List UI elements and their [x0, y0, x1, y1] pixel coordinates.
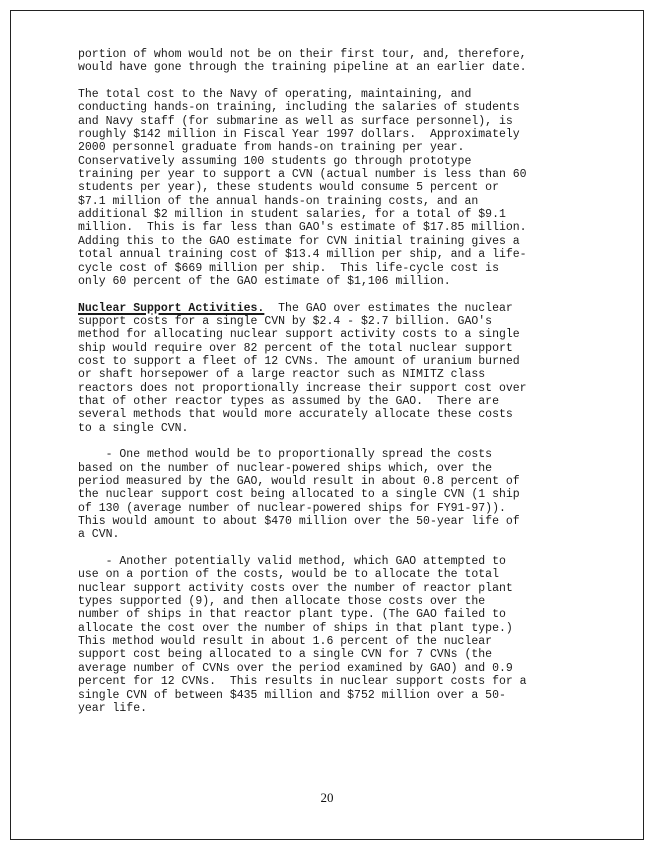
document-body [78, 48, 578, 715]
text-line: cost to support a fleet of 12 CVNs. The amount of uranium burned [78, 354, 520, 368]
paragraph-gap [78, 542, 578, 555]
text-line: would have gone through the training pipeline at an earlier date. [78, 61, 527, 75]
text-line: ship would require over 82 percent of the total nuclear support [78, 341, 513, 355]
text-line: training per year to support a CVN (actual number is less than 60 [78, 168, 527, 182]
text-line: percent for 12 CVNs. This results in nuclear support costs for a [78, 675, 527, 689]
text-line: average number of CVNs over the period examined by GAO) and 0.9 [78, 661, 513, 675]
text-line: period measured by the GAO, would result in about 0.8 percent of [78, 475, 520, 488]
paragraph-method-two [78, 555, 578, 715]
text-line: use on a portion of the costs, would be to allocate the total [78, 568, 499, 582]
text-line: method for allocating nuclear support activity costs to a single [78, 328, 520, 342]
text-line: year life. [78, 701, 148, 715]
heading-line-rest: The GAO over estimates the nuclear [264, 301, 513, 315]
text-line: million. This is far less than GAO's estimate of $17.85 million. [78, 221, 527, 235]
text-line: types supported (9), and then allocate those costs over the [78, 595, 486, 609]
text-line: This method would result in about 1.6 percent of the nuclear [78, 635, 493, 649]
text-line: nuclear support activity costs over the number of reactor plant [78, 581, 513, 595]
text-line: - Another potentially valid method, which GAO attempted to [78, 555, 506, 569]
paragraph-gap [78, 288, 578, 301]
text-line: students per year), these students would consume 5 percent or [78, 181, 499, 195]
text-line: Adding this to the GAO estimate for CVN initial training gives a [78, 234, 520, 248]
text-line: - One method would be to proportionally spread the costs [78, 448, 493, 462]
text-line: only 60 percent of the GAO estimate of $1,106 million. [78, 274, 451, 288]
text-line: 2000 personnel graduate from hands-on training per year. [78, 141, 465, 155]
paragraph-2 [78, 88, 578, 288]
text-line: support cost being allocated to a single CVN for 7 CVNs (the [78, 648, 493, 662]
text-line: The total cost to the Navy of operating, maintaining, and [78, 88, 472, 102]
text-line: additional $2 million in student salaries, for a total of $9.1 [78, 208, 506, 222]
text-line: portion of whom would not be on their first tour, and, therefore, [78, 48, 527, 61]
text-line: that of other reactor types as assumed by the GAO. There are [78, 394, 499, 408]
page-number: 20 [320, 790, 334, 805]
text-line: and Navy staff (for submarine as well as surface personnel), is [78, 114, 513, 128]
text-line: of 130 (average number of nuclear-powered ships for FY91-97)). [78, 501, 506, 515]
text-line: or shaft horsepower of a large reactor such as NIMITZ class [78, 368, 486, 382]
text-line: several methods that would more accurately allocate these costs [78, 408, 513, 422]
paragraph-gap [78, 75, 578, 88]
text-line: allocate the cost over the number of ships in that plant type.) [78, 621, 513, 635]
section-heading: Nuclear Support Activities. [78, 301, 265, 315]
text-line: Conservatively assuming 100 students go through prototype [78, 154, 472, 168]
text-line: conducting hands-on training, including the salaries of students [78, 101, 520, 115]
text-line: reactors does not proportionally increase their support cost over [78, 381, 527, 395]
text-line [78, 302, 578, 315]
text-line: support costs for a single CVN by $2.4 - $2.7 billion. GAO's [78, 314, 493, 328]
text-line: the nuclear support cost being allocated to a single CVN (1 ship [78, 488, 520, 502]
text-line: roughly $142 million in Fiscal Year 1997 dollars. Approximately [78, 128, 520, 142]
paragraph-nuclear-support [78, 302, 578, 435]
text-line: total annual training cost of $13.4 million per ship, and a life- [78, 248, 527, 262]
text-line: single CVN of between $435 million and $752 million over a 50- [78, 688, 506, 702]
text-line: to a single CVN. [78, 421, 189, 435]
paragraph-method-one [78, 448, 578, 541]
paragraph-1 [78, 48, 578, 75]
paragraph-gap [78, 435, 578, 448]
text-line: $7.1 million of the annual hands-on training costs, and an [78, 194, 479, 208]
text-line: based on the number of nuclear-powered ships which, over the [78, 461, 493, 475]
text-line: cycle cost of $669 million per ship. This life-cycle cost is [78, 261, 499, 275]
text-line: number of ships in that reactor plant type. (The GAO failed to [78, 608, 506, 622]
text-line: a CVN. [78, 528, 120, 542]
text-line: This would amount to about $470 million over the 50-year life of [78, 515, 520, 529]
